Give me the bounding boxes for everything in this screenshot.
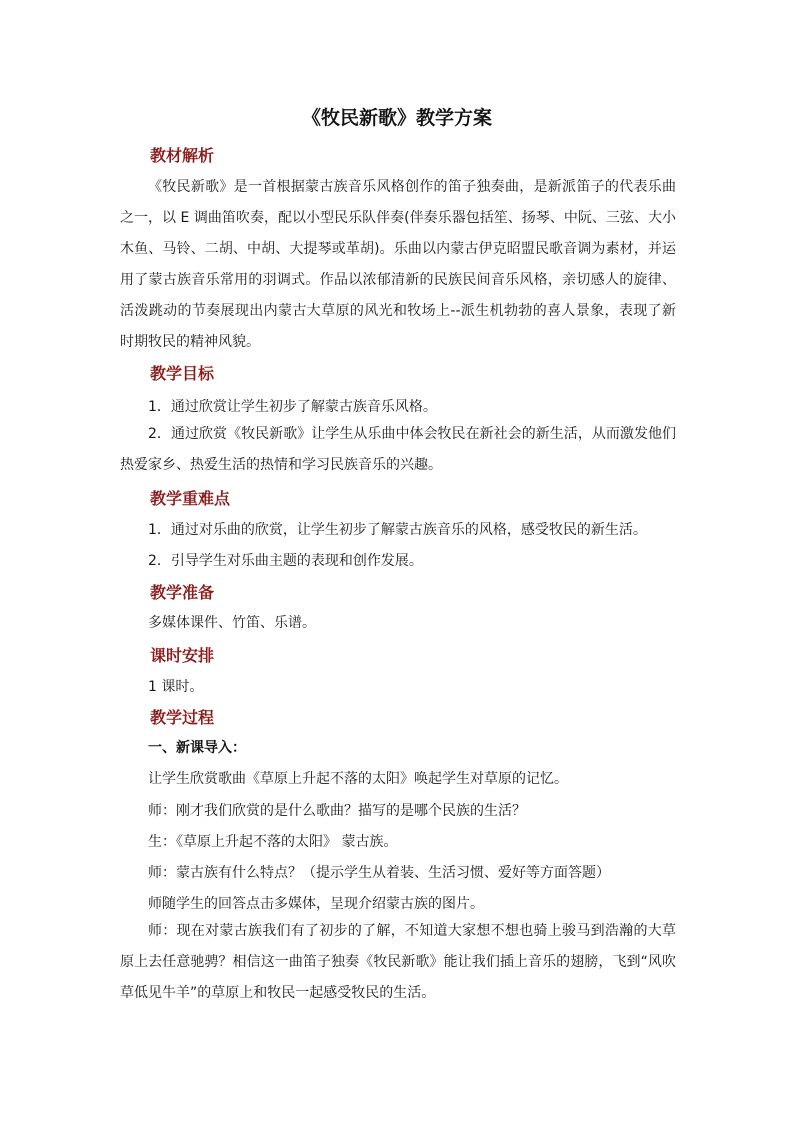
process-line-1: 让学生欣赏歌曲《草原上升起不落的太阳》唤起学生对草原的记忆。: [148, 771, 568, 787]
process-line-3: 生：《草原上升起不落的太阳》 蒙古族。: [148, 834, 398, 850]
analysis-paragraph: 《牧民新歌》是一首根据蒙古族音乐风格创作的笛子独奏曲，是新派笛子的代表乐曲之一，以 E 调曲笛吹奏，配以小型民乐队伴奏(伴奏乐器包括笙、扬琴、中阮、三弦、大小木鱼、马铃、二胡、中胡、大提琴或革胡)。乐曲以内蒙古伊克昭盟民歌音调为素材，并运用了蒙古族音乐常用的羽调式。作品以浓郁清新的民族民间音乐风格，亲切感人的旋律、活泼跳动的节奏展现出内蒙古大草原的风光和牧场上--派生机勃勃的喜人景象，表现了新时期牧民的精神风貌。: [120, 179, 676, 350]
goal-item-2: 2．通过欣赏《牧民新歌》让学生从乐曲中体会牧民在新社会的新生活，从而激发他们热爱家乡、热爱生活的热情和学习民族音乐的兴趣。: [120, 426, 676, 473]
prep-text: 多媒体课件、竹笛、乐谱。: [148, 615, 316, 631]
hours-text: 1 课时。: [148, 679, 204, 695]
process-line-6: 师：现在对蒙古族我们有了初步的了解，不知道大家想不想也骑上骏马到浩瀚的大草原上去任意驰骋？相信这一曲笛子独奏《牧民新歌》能让我们插上音乐的翅膀，飞到“风吹草低见牛羊”的草原上和牧民一起感受牧民的生活。: [120, 923, 676, 1001]
heading-prep: 教学准备: [150, 583, 215, 602]
goal-item-1: 1．通过欣赏让学生初步了解蒙古族音乐风格。: [148, 399, 437, 415]
process-subheading-intro: 一、新课导入：: [148, 740, 246, 756]
heading-keypoints: 教学重难点: [150, 489, 231, 508]
keypoint-item-1: 1．通过对乐曲的欣赏，让学生初步了解蒙古族音乐的风格，感受牧民的新生活。: [148, 522, 647, 538]
heading-analysis: 教材解析: [150, 146, 215, 165]
heading-hours: 课时安排: [150, 646, 215, 665]
document-title: 《牧民新歌》教学方案: [301, 107, 492, 129]
heading-process: 教学过程: [150, 708, 215, 727]
process-line-4: 师：蒙古族有什么特点？（提示学生从着装、生活习惯、爱好等方面答题）: [148, 865, 610, 881]
keypoint-item-2: 2．引导学生对乐曲主题的表现和创作发展。: [148, 553, 423, 569]
process-line-5: 师随学生的回答点击多媒体，呈现介绍蒙古族的图片。: [148, 896, 484, 912]
process-line-2: 师：刚才我们欣赏的是什么歌曲？描写的是哪个民族的生活？: [148, 803, 526, 819]
heading-goals: 教学目标: [150, 364, 215, 383]
